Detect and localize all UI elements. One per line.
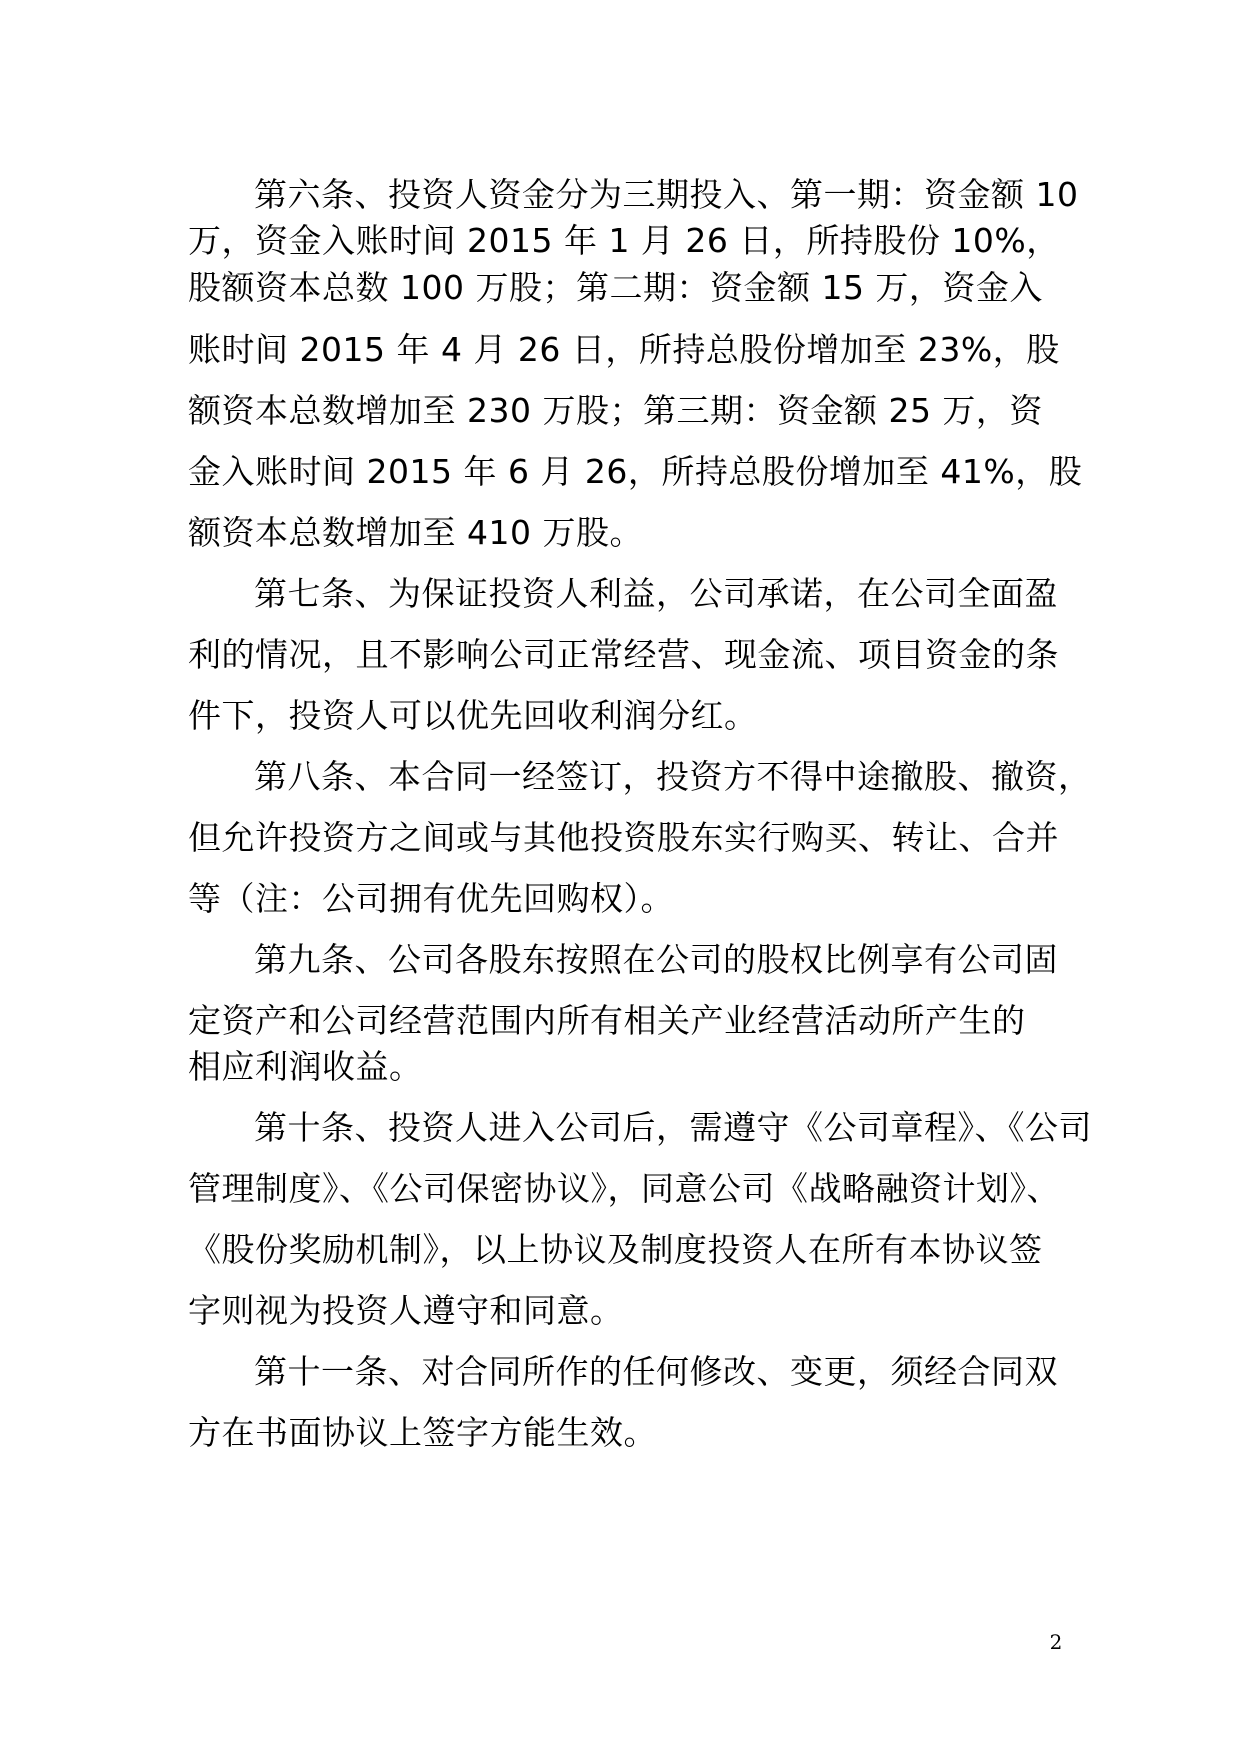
article-6-line-4: 账时间 2015 年 4 月 26 日，所持总股份增加至 23%，股 — [188, 330, 1060, 369]
article-7-line-2: 利的情况，且不影响公司正常经营、现金流、项目资金的条 — [188, 635, 1059, 674]
article-10-line-4: 字则视为投资人遵守和同意。 — [188, 1291, 624, 1330]
article-8-line-1: 第八条、本合同一经签订，投资方不得中途撤股、撤资， — [254, 757, 1092, 796]
article-10-line-1: 第十条、投资人进入公司后，需遵守《公司章程》、《公司 — [254, 1108, 1092, 1147]
article-11-line-2: 方在书面协议上签字方能生效。 — [188, 1413, 657, 1452]
article-6-line-6: 金入账时间 2015 年 6 月 26，所持总股份增加至 41%，股 — [188, 452, 1083, 491]
article-9-line-3: 相应利润收益。 — [188, 1047, 423, 1086]
article-6-line-1: 第六条、投资人资金分为三期投入、第一期：资金额 10 — [254, 175, 1079, 214]
article-10-line-3: 《股份奖励机制》，以上协议及制度投资人在所有本协议签 — [188, 1230, 1043, 1269]
article-9-line-1: 第九条、公司各股东按照在公司的股权比例享有公司固 — [254, 940, 1058, 979]
article-10-line-2: 管理制度》、《公司保密协议》，同意公司《战略融资计划》、 — [188, 1169, 1060, 1208]
article-6-line-7: 额资本总数增加至 410 万股。 — [188, 513, 643, 552]
page-number: 2 — [1049, 1630, 1063, 1654]
article-6-line-2: 万，资金入账时间 2015 年 1 月 26 日，所持股份 10%， — [188, 221, 1060, 260]
article-9-line-2: 定资产和公司经营范围内所有相关产业经营活动所产生的 — [188, 1001, 1026, 1040]
article-8-line-2: 但允许投资方之间或与其他投资股东实行购买、转让、合并 — [188, 818, 1059, 857]
article-7-line-3: 件下，投资人可以优先回收利润分红。 — [188, 696, 758, 735]
article-7-line-1: 第七条、为保证投资人利益，公司承诺，在公司全面盈 — [254, 574, 1058, 613]
article-6-line-5: 额资本总数增加至 230 万股；第三期：资金额 25 万，资 — [188, 391, 1043, 430]
article-8-line-3: 等（注：公司拥有优先回购权）。 — [188, 879, 674, 918]
article-6-line-3: 股额资本总数 100 万股；第二期：资金额 15 万，资金入 — [188, 268, 1043, 307]
article-11-line-1: 第十一条、对合同所作的任何修改、变更，须经合同双 — [254, 1352, 1058, 1391]
